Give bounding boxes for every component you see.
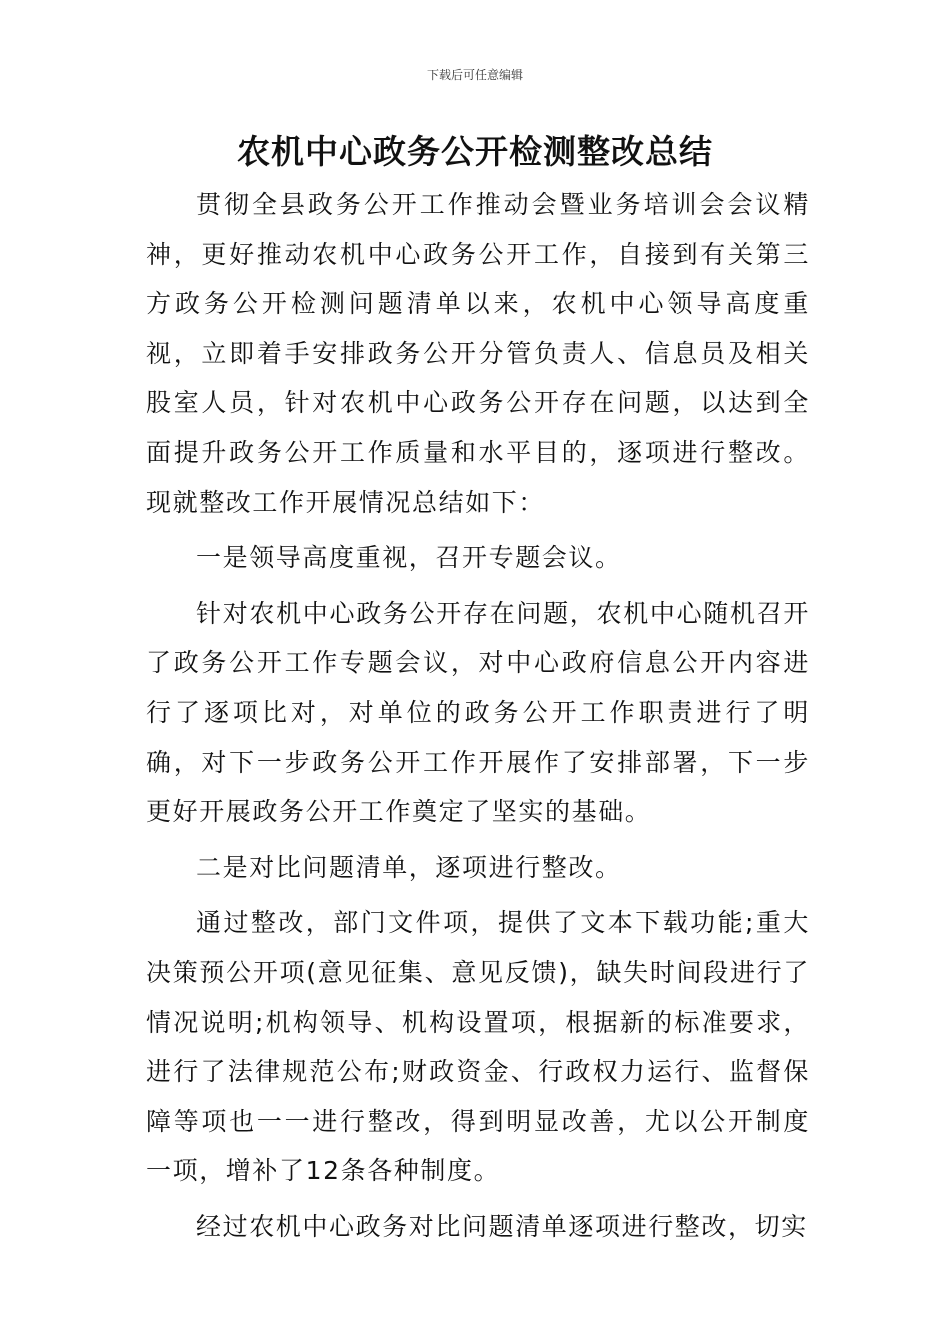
document-title: 农机中心政务公开检测整改总结 [237, 132, 713, 171]
paragraph-meeting: 针对农机中心政务公开存在问题，农机中心随机召开了政务公开工作专题会议，对中心政府信息公开内容进行了逐项比对，对单位的政务公开工作职责进行了明确，对下一步政务公开工作开展作了安排部署，下一步更好开展政务公开工作奠定了坚实的基础。 [146, 598, 810, 827]
header-note: 下载后可任意编辑 [426, 68, 523, 82]
paragraph-intro: 贯彻全县政务公开工作推动会暨业务培训会会议精神，更好推动农机中心政务公开工作，自接到有关第三方政务公开检测问题清单以来，农机中心领导高度重视，立即着手安排政务公开分管负责人、信息员及相关股室人员，针对农机中心政务公开存在问题，以达到全面提升政务公开工作质量和水平目的，逐项进行整改。现就整改工作开展情况总结如下： [146, 190, 810, 517]
paragraph-heading-1: 一是领导高度重视，召开专题会议。 [196, 543, 622, 573]
document-body [146, 180, 810, 1251]
paragraph-heading-2: 二是对比问题清单，逐项进行整改。 [196, 852, 622, 882]
paragraph-conclusion: 经过农机中心政务对比问题清单逐项进行整改，切实 [196, 1211, 808, 1241]
paragraph-rectification: 通过整改，部门文件项，提供了文本下载功能;重大决策预公开项(意见征集、意见反馈)，缺失时间段进行了情况说明;机构领导、机构设置项，根据新的标准要求，进行了法律规范公布;财政资金、行政权力运行、监督保障等项也一一进行整改，得到明显改善，尤以公开制度一项，增补了12条各种制度。 [146, 908, 810, 1186]
